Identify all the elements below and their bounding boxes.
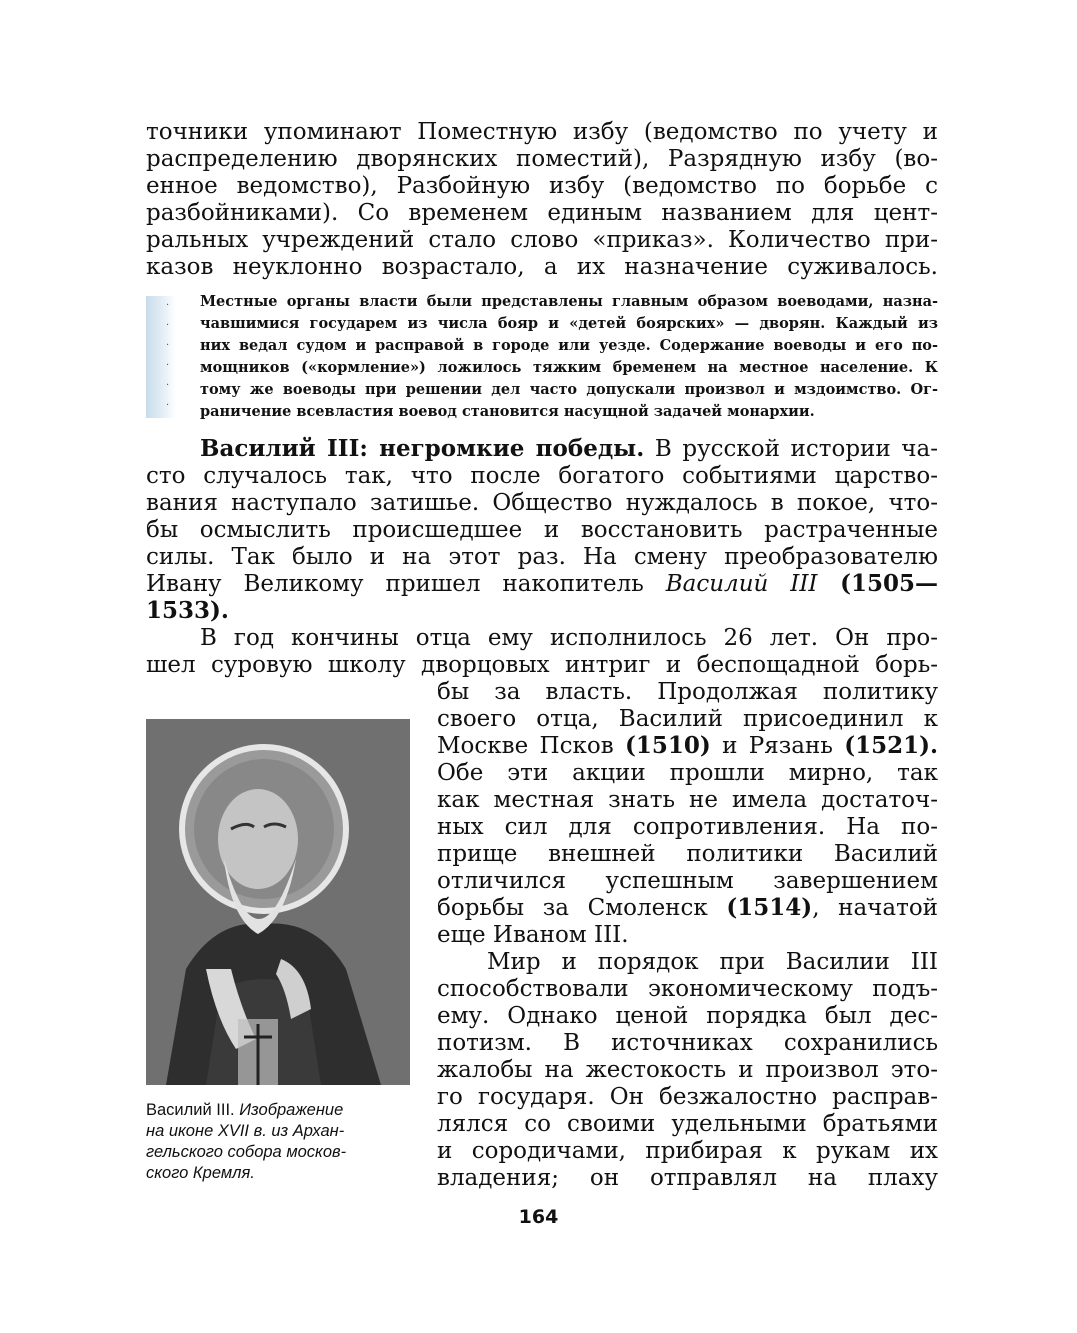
text-line: го государя. Он безжалостно расправ- (437, 1084, 938, 1110)
caption-line: на иконе XVII в. из Архан- (146, 1122, 345, 1140)
text-line: как местная знать не имела достаточ- (437, 787, 938, 813)
caption-text: Изображение (234, 1101, 344, 1119)
sidebar-line: чавшимися государем из числа бояр и «детей боярских» — дворян. Каждый из (200, 315, 938, 332)
portrait-caption (146, 1100, 414, 1184)
caption-line: гельского собора москов- (146, 1143, 347, 1161)
reign-years-end: 1533). (146, 597, 229, 624)
page-number: 164 (518, 1206, 559, 1228)
text-line: лялся со своими удельными братьями (437, 1111, 938, 1137)
text-span: Москве Псков (437, 733, 625, 759)
caption-title: Василий III. (146, 1101, 235, 1119)
text-span: борьбы за Смоленск (437, 895, 727, 921)
sidebar-line: них ведал судом и расправой в городе или уезде. Содержание воеводы и его по- (200, 337, 938, 354)
text-line: разбойниками). Со временем единым названием для цент- (146, 200, 938, 226)
vasily-iii-icon-portrait (146, 719, 410, 1085)
text-line (437, 733, 938, 759)
text-line: потизм. В источниках сохранились (437, 1030, 938, 1056)
date-span: (1510) (625, 732, 711, 759)
text-line: В год кончины отца ему исполнилось 26 лет. Он про- (200, 625, 938, 651)
caption-line: ского Кремля. (146, 1164, 255, 1182)
text-line: бы осмыслить происшедшее и восстановить растраченные (146, 517, 938, 543)
sidebar-line: тому же воеводы при решении дел часто допускали произвол и мздоимство. Ог- (200, 381, 938, 398)
section-heading: Василий III: негромкие победы. (200, 435, 645, 462)
text-line: казов неуклонно возрастало, а их назначение суживалось. (146, 254, 938, 280)
text-line: жалобы на жестокость и произвол это- (437, 1057, 938, 1083)
text-line: ральных учреждений стало слово «приказ». Количество при- (146, 227, 938, 253)
text-line: вания наступало затишье. Общество нуждалось в покое, что- (146, 490, 938, 516)
section-first-line (200, 436, 938, 462)
text-line (146, 571, 938, 597)
reign-years: (1505— (817, 570, 939, 597)
sidebar-line: мощников («кормление») ложилось тяжким бременем на местное население. К (200, 359, 938, 376)
sidebar-line: Местные органы власти были представлены главным образом воеводами, назна- (200, 293, 938, 310)
text-line: способствовали экономическому подъ- (437, 976, 938, 1002)
sidebar-dots-decoration: · · · · · · (166, 300, 170, 411)
text-line: силы. Так было и на этот раз. На смену преобразователю (146, 544, 938, 570)
text-line: Обе эти акции прошли мирно, так (437, 760, 938, 786)
text-line (437, 895, 938, 921)
text-line: распределению дворянских поместий), Разрядную избу (во- (146, 146, 938, 172)
ruler-name: Василий III (665, 571, 818, 597)
text-line: прище внешней политики Василий (437, 841, 938, 867)
text-line: Мир и порядок при Василии III (487, 949, 938, 975)
text-line: владения; он отправлял на плаху (437, 1165, 938, 1191)
text-line: шел суровую школу дворцовых интриг и беспощадной борь- (146, 652, 938, 678)
text-span: , начатой (812, 895, 938, 921)
date-span: (1521). (844, 732, 939, 759)
text-span: и Рязань (710, 733, 845, 759)
sidebar-line: раничение всевластия воевод становится насущной задачей монархии. (200, 403, 815, 420)
text-span: Ивану Великому пришел накопитель (146, 571, 666, 597)
text-line: ных сил для сопротивления. На по- (437, 814, 938, 840)
text-line: точники упоминают Поместную избу (ведомство по учету и (146, 119, 938, 145)
text-line: отличился успешным завершением (437, 868, 938, 894)
text-line: своего отца, Василий присоединил к (437, 706, 938, 732)
text-line: сто случалось так, что после богатого событиями царство- (146, 463, 938, 489)
text-line: ему. Однако ценой порядка был дес- (437, 1003, 938, 1029)
date-span: (1514) (726, 894, 813, 921)
text-line: енное ведомство), Разбойную избу (ведомство по борьбе с (146, 173, 938, 199)
section-first-line-text: В русской истории ча- (644, 436, 938, 462)
portrait-drawing (146, 719, 410, 1085)
text-line: и сородичами, прибирая к рукам их (437, 1138, 938, 1164)
text-line: еще Иваном III. (437, 922, 629, 948)
caption-line (146, 1100, 414, 1121)
text-line: бы за власть. Продолжая политику (437, 679, 938, 705)
